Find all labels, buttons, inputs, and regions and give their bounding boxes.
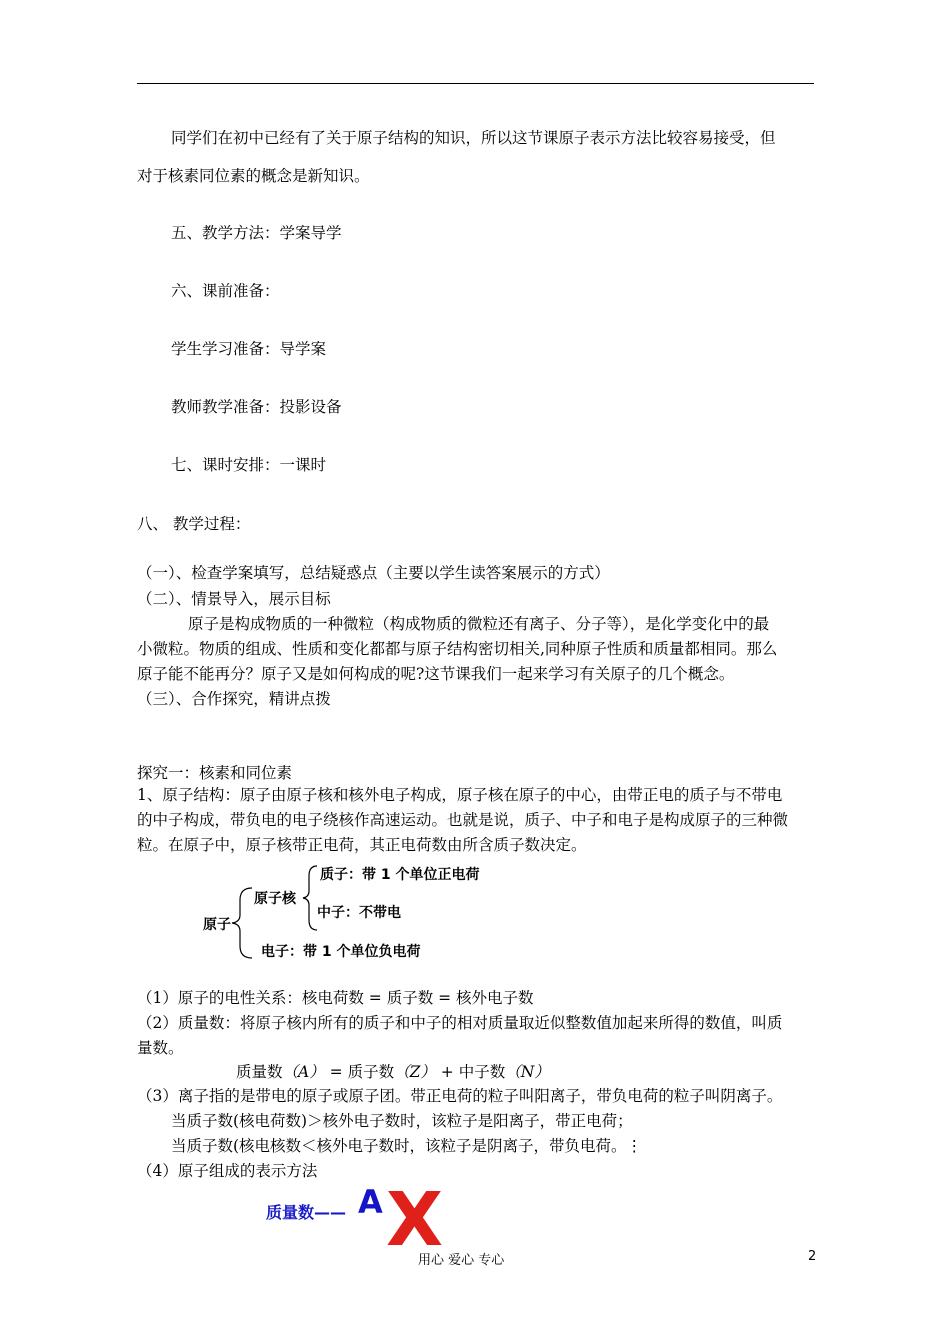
charge-relation: （1）原子的电性关系：核电荷数 = 质子数 = 核外电子数 (137, 989, 534, 1007)
student-preparation: 学生学习准备：导学案 (171, 340, 327, 358)
section-schedule: 七、课时安排：一课时 (171, 456, 327, 474)
mass-number-label: 质量数—— (266, 1203, 347, 1222)
nucleus-label: 原子核 (254, 891, 296, 907)
mass-number-definition-line-2: 量数。 (137, 1039, 184, 1057)
atom-label: 原子 (203, 917, 231, 933)
intro-paragraph-line-3: 原子能不能再分？原子又是如何构成的呢?这节课我们一起来学习有关原子的几个概念。 (137, 665, 735, 683)
teacher-preparation: 教师教学准备：投影设备 (171, 398, 342, 416)
formula-z-symbol: （Z） (394, 1063, 436, 1081)
intro-paragraph-line-2: 小微粒。物质的组成、性质和变化都都与原子结构密切相关,同种原子性质和质量都相同。那么 (137, 640, 778, 658)
mass-number-symbol: A (358, 1183, 383, 1221)
cation-condition: 当质子数(核电荷数)＞核外电子数时，该粒子是阳离子，带正电荷； (171, 1112, 633, 1130)
formula-mass-number: 质量数 (236, 1063, 283, 1081)
atom-brace (232, 888, 252, 958)
mass-number-definition-line-1: （2）质量数：将原子核内所有的质子和中子的相对质量取近似整数值加起来所得的数值，叫质 (137, 1014, 783, 1032)
step-one: （一）、检查学案填写，总结疑惑点（主要以学生读答案展示的方式） (137, 564, 610, 582)
electron-label: 电子：带 1 个单位负电荷 (261, 944, 421, 960)
inquiry-title: 探究一：核素和同位素 (137, 764, 293, 782)
formula-a-symbol: （A） (282, 1063, 325, 1081)
neutron-label: 中子：不带电 (317, 905, 401, 921)
nucleus-brace (303, 866, 317, 930)
section-teaching-method: 五、教学方法：学案导学 (171, 224, 342, 242)
section-preparation: 六、课前准备： (171, 282, 280, 300)
anion-condition: 当质子数(核电核数＜核外电子数时，该粒子是阴离子，带负电荷。⋮ (171, 1137, 643, 1155)
section-teaching-process: 八、 教学过程： (137, 515, 251, 533)
step-two: （二）、情景导入，展示目标 (137, 590, 331, 608)
mass-number-formula (236, 1062, 550, 1082)
formula-n-symbol: （N） (505, 1063, 550, 1081)
footer-motto: 用心 爱心 专心 (418, 1253, 505, 1268)
element-symbol: X (386, 1177, 444, 1263)
step-three: （三）、合作探究，精讲点拨 (137, 690, 331, 708)
intro-line-1: 同学们在初中已经有了关于原子结构的知识，所以这节课原子表示方法比较容易接受，但 (171, 129, 776, 147)
atomic-structure-line-2: 的中子构成，带负电的电子绕核作高速运动。也就是说，质子、中子和电子是构成原子的三种微 (137, 811, 789, 829)
formula-proton-number: = 质子数 (329, 1063, 395, 1081)
ion-definition: （3）离子指的是带电的原子或原子团。带正电荷的粒子叫阳离子，带负电荷的粒子叫阴离子。 (137, 1087, 783, 1105)
intro-line-2: 对于核素同位素的概念是新知识。 (137, 167, 370, 185)
proton-label: 质子：带 1 个单位正电荷 (320, 867, 480, 883)
page-number: 2 (808, 1249, 817, 1264)
atomic-structure-line-3: 粒。在原子中，原子核带正电荷，其正电荷数由所含质子数决定。 (137, 836, 587, 854)
notation-heading: （4）原子组成的表示方法 (137, 1162, 318, 1180)
intro-paragraph-line-1: 原子是构成物质的一种微粒（构成物质的微粒还有离子、分子等），是化学变化中的最 (188, 615, 770, 633)
formula-neutron-number: + 中子数 (440, 1063, 506, 1081)
atomic-structure-line-1: 1、原子结构：原子由原子核和核外电子构成，原子核在原子的中心，由带正电的质子与不带电 (137, 786, 783, 804)
